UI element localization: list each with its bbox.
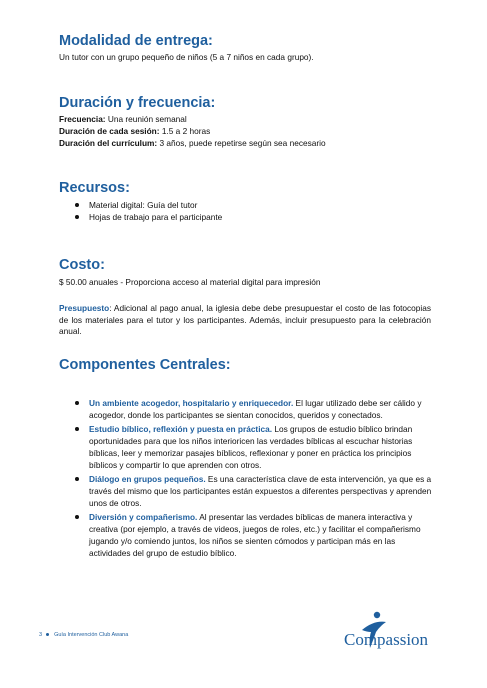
- componente-lead: Un ambiente acogedor, hospitalario y enriquecedor.: [89, 398, 294, 408]
- presupuesto-label: Presupuesto: [59, 303, 110, 313]
- curriculum-value: 3 años, puede repetirse según sea necesario: [157, 138, 326, 148]
- bullet-icon: [75, 427, 79, 431]
- list-item: [75, 511, 432, 559]
- curriculum-line: [59, 138, 431, 150]
- separator-dot-icon: [46, 633, 49, 636]
- frecuencia-label: Frecuencia:: [59, 114, 106, 124]
- componentes-list: [75, 397, 432, 559]
- bullet-icon: [75, 515, 79, 519]
- costo-text: $ 50.00 anuales - Proporciona acceso al material digital para impresión: [59, 277, 321, 287]
- costo-heading: Costo:: [59, 257, 105, 273]
- list-item: [75, 199, 432, 211]
- componente-lead: Diálogo en grupos pequeños.: [89, 474, 206, 484]
- bullet-icon: [75, 203, 79, 207]
- footer-doc-title: Guía Intervención Club Awana: [54, 632, 129, 638]
- componente-text: El lugar utilizado debe ser cálido y acogedor, donde los participantes se sientan conocidos, queridos y conectados.: [89, 398, 422, 420]
- componente-text: Al presentar las verdades bíblicas de manera interactiva y creativa (por ejemplo, a través de videos, juegos de roles, etc.) y facilitar el compañerismo jugando y/o comiendo juntos, los niños se sienten cómodos y participan más en las actividades del grupo de estudio bíblico.: [89, 512, 421, 558]
- list-item: [75, 397, 432, 421]
- bullet-icon: [75, 401, 79, 405]
- presupuesto-text: : Adicional al pago anual, la iglesia debe debe presupuestar el costo de las fotocopias de los materiales para el tutor y los participantes. Además, incluir presupuesto para la celebración anual.: [59, 303, 431, 337]
- bullet-icon: [75, 215, 79, 219]
- modalidad-text: Un tutor con un grupo pequeño de niños (5 a 7 niños en cada grupo).: [59, 52, 314, 62]
- modalidad-heading: Modalidad de entrega:: [59, 33, 213, 49]
- bullet-icon: [75, 477, 79, 481]
- curriculum-label: Duración del currículum:: [59, 138, 158, 148]
- sesion-value: 1.5 a 2 horas: [159, 126, 211, 136]
- recurso-text: Material digital: Guía del tutor: [89, 200, 198, 210]
- list-item: [75, 473, 432, 509]
- page-footer: [39, 632, 128, 638]
- componente-text: Es una característica clave de esta intervención, ya que es a través del mismo que los participantes están expuestos a diferentes perspectivas y aprenden unos de otros.: [89, 474, 432, 508]
- presupuesto-paragraph: [59, 303, 431, 338]
- frecuencia-value: Una reunión semanal: [105, 114, 187, 124]
- recurso-text: Hojas de trabajo para el participante: [89, 212, 223, 222]
- list-item: [75, 423, 432, 471]
- componente-lead: Estudio bíblico, reflexión y puesta en práctica.: [89, 424, 273, 434]
- list-item: [75, 211, 432, 223]
- componente-text: Los grupos de estudio bíblico brindan oportunidades para que los niños interioricen las verdades bíblicas al escuchar historias bíblicas, leer y memorizar pasajes bíblicos, reflexionar y poner en práctica los principios bíblicos y compartir lo que aprenden con otros.: [89, 424, 413, 470]
- sesion-label: Duración de cada sesión:: [59, 126, 160, 136]
- recursos-list: [75, 199, 432, 223]
- componente-lead: Diversión y compañerismo.: [89, 512, 198, 522]
- componentes-heading: Componentes Centrales:: [59, 357, 231, 373]
- frecuencia-line: [59, 114, 431, 126]
- sesion-line: [59, 126, 431, 138]
- page-number: 3: [39, 632, 43, 638]
- logo-wordmark: Compassion: [344, 630, 429, 649]
- duracion-heading: Duración y frecuencia:: [59, 95, 216, 111]
- recursos-heading: Recursos:: [59, 180, 130, 196]
